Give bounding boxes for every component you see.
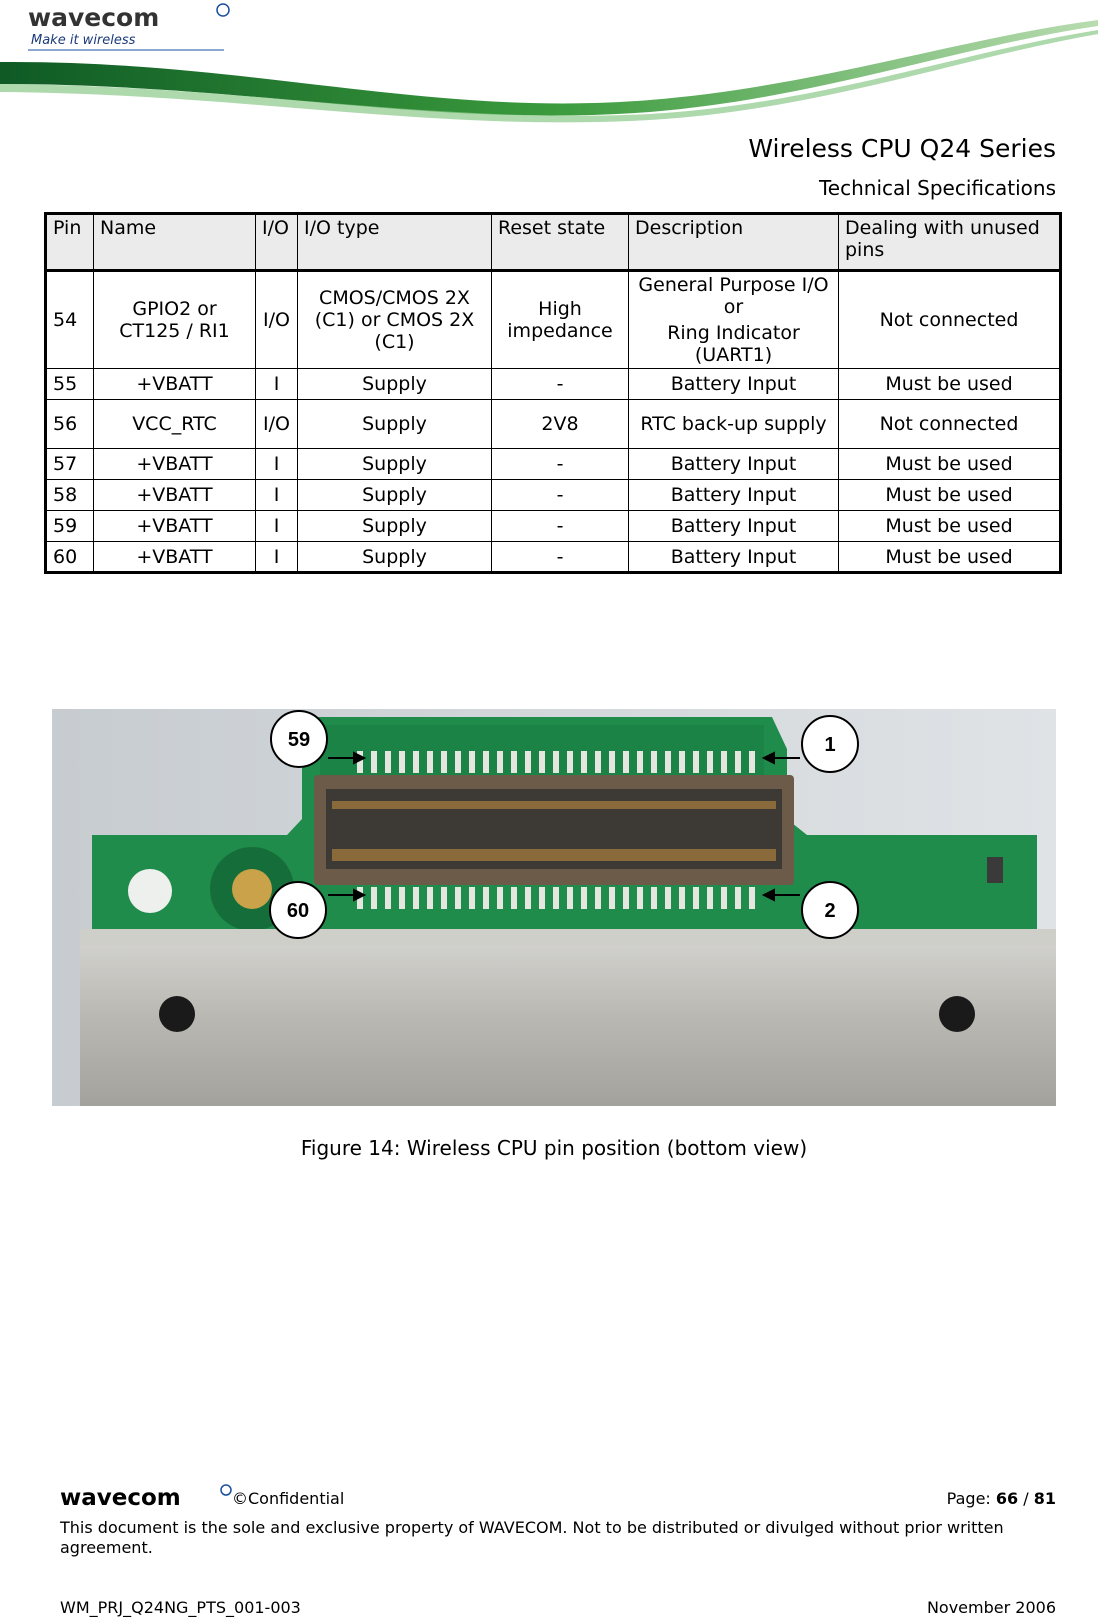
column-header: Dealing with unused pins	[839, 214, 1061, 271]
svg-text:Make it wireless: Make it wireless	[31, 33, 136, 48]
confidential-label: ©Confidential	[232, 1489, 345, 1508]
cell-name: +VBATT	[94, 511, 256, 542]
pcb-pin-position-photo	[52, 709, 1056, 1106]
cell-unused: Not connected	[839, 271, 1061, 369]
figure-caption: Figure 14: Wireless CPU pin position (bottom view)	[300, 1136, 808, 1160]
cell-name: +VBATT	[94, 542, 256, 573]
column-header: Pin	[46, 214, 94, 271]
page-current: 66	[995, 1489, 1019, 1508]
cell-pin: 55	[46, 369, 94, 400]
document-date: November 2006	[926, 1598, 1056, 1617]
document-title: Wireless CPU Q24 Series	[748, 134, 1056, 163]
cell-name: VCC_RTC	[94, 400, 256, 449]
table-row	[46, 449, 1061, 480]
footer-wavecom-logo	[60, 1483, 235, 1509]
cell-pin: 60	[46, 542, 94, 573]
cell-io: I	[256, 480, 298, 511]
table-row	[46, 271, 1061, 369]
cell-io-type: Supply	[298, 400, 492, 449]
page-number	[947, 1489, 1056, 1508]
description-line: Ring Indicator (UART1)	[667, 322, 800, 366]
cell-io: I	[256, 542, 298, 573]
cell-description: Battery Input	[629, 369, 839, 400]
cell-reset-state: 2V8	[492, 400, 629, 449]
description-line: General Purpose I/O or	[638, 274, 829, 318]
footer-notice: This document is the sole and exclusive property of WAVECOM. Not to be distributed or divulged without prior written agreement.	[60, 1518, 1004, 1557]
column-header: I/O	[256, 214, 298, 271]
cell-description: Battery Input	[629, 449, 839, 480]
cell-unused: Must be used	[839, 369, 1061, 400]
cell-io-type: Supply	[298, 480, 492, 511]
cell-unused: Not connected	[839, 400, 1061, 449]
table-row	[46, 511, 1061, 542]
cell-reset-state: -	[492, 369, 629, 400]
page-separator: /	[1023, 1489, 1029, 1508]
column-header: I/O type	[298, 214, 492, 271]
pin-table	[44, 212, 1062, 574]
cell-io-type: Supply	[298, 369, 492, 400]
callout-label-60: 60	[286, 900, 310, 922]
cell-io-type: CMOS/CMOS 2X (C1) or CMOS 2X (C1)	[298, 271, 492, 369]
cell-description: RTC back-up supply	[629, 400, 839, 449]
table-row	[46, 369, 1061, 400]
cell-name: +VBATT	[94, 369, 256, 400]
cell-name: +VBATT	[94, 480, 256, 511]
cell-io: I	[256, 369, 298, 400]
cell-description: Battery Input	[629, 542, 839, 573]
cell-unused: Must be used	[839, 480, 1061, 511]
cell-reset-state: -	[492, 542, 629, 573]
cell-reset-state: -	[492, 511, 629, 542]
wavecom-logo	[28, 2, 238, 54]
svg-text:wavecom: wavecom	[28, 3, 160, 32]
svg-text:wavecom: wavecom	[60, 1485, 181, 1509]
cell-name: GPIO2 or CT125 / RI1	[94, 271, 256, 369]
cell-name: +VBATT	[94, 449, 256, 480]
page-total: 81	[1033, 1489, 1056, 1508]
cell-pin: 57	[46, 449, 94, 480]
table-header-row	[46, 214, 1061, 271]
cell-reset-state: -	[492, 480, 629, 511]
document-reference: WM_PRJ_Q24NG_PTS_001-003	[60, 1598, 301, 1617]
cell-pin: 59	[46, 511, 94, 542]
cell-io-type: Supply	[298, 542, 492, 573]
cell-unused: Must be used	[839, 542, 1061, 573]
cell-reset-state: -	[492, 449, 629, 480]
callout-label-1: 1	[824, 734, 836, 756]
cell-pin: 54	[46, 271, 94, 369]
cell-reset-state: High impedance	[492, 271, 629, 369]
cell-io: I	[256, 511, 298, 542]
page-label: Page:	[946, 1489, 991, 1508]
cell-unused: Must be used	[839, 511, 1061, 542]
callout-label-2: 2	[824, 900, 836, 922]
table-row	[46, 480, 1061, 511]
cell-io: I	[256, 449, 298, 480]
cell-io: I/O	[256, 271, 298, 369]
column-header: Reset state	[492, 214, 629, 271]
cell-description: Battery Input	[629, 480, 839, 511]
callout-label-59: 59	[287, 729, 311, 751]
cell-description: Battery Input	[629, 511, 839, 542]
table-row	[46, 400, 1061, 449]
cell-io: I/O	[256, 400, 298, 449]
document-subtitle: Technical Specifications	[818, 176, 1056, 200]
table-row	[46, 542, 1061, 573]
cell-io-type: Supply	[298, 449, 492, 480]
cell-pin: 58	[46, 480, 94, 511]
column-header: Name	[94, 214, 256, 271]
cell-unused: Must be used	[839, 449, 1061, 480]
cell-description	[629, 271, 839, 369]
cell-pin: 56	[46, 400, 94, 449]
column-header: Description	[629, 214, 839, 271]
cell-io-type: Supply	[298, 511, 492, 542]
